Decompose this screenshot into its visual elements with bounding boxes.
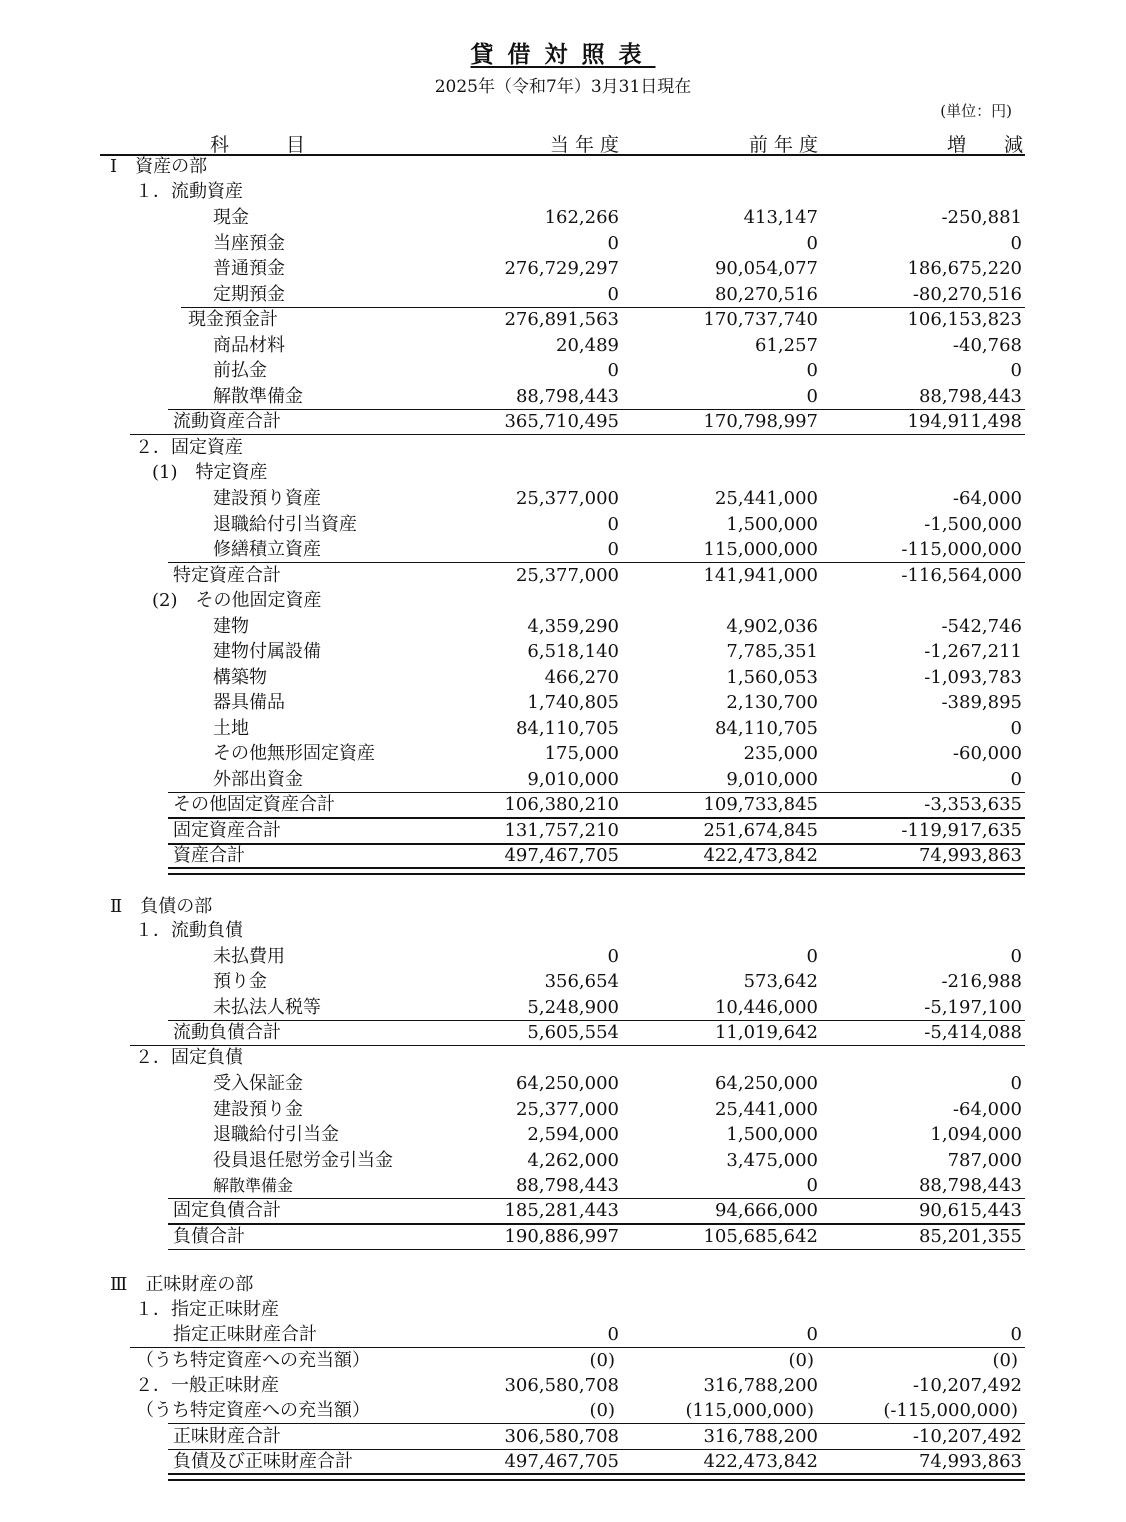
table-row: [0, 1097, 1126, 1122]
previous-amount: 422,473,842: [703, 1451, 818, 1472]
table-row: [0, 1071, 1126, 1096]
diff-amount: -10,207,492: [912, 1426, 1022, 1447]
previous-amount: 64,250,000: [714, 1073, 818, 1094]
double-rule: [168, 867, 1025, 875]
account-label: 預り金: [213, 971, 267, 992]
double-rule: [168, 1473, 1025, 1481]
diff-amount: 0: [1010, 1324, 1022, 1345]
table-row: [0, 639, 1126, 664]
previous-amount: 3,475,000: [726, 1150, 818, 1171]
account-label: 流動負債合計: [173, 1022, 281, 1043]
account-label: 未払法人税等: [213, 997, 321, 1018]
table-row: [0, 1045, 1126, 1070]
previous-amount: 10,446,000: [714, 997, 818, 1018]
account-label: （うち特定資産への充当額）: [136, 1350, 370, 1371]
account-label: １．指定正味財産: [135, 1299, 279, 1320]
current-amount: 175,000: [544, 743, 619, 764]
diff-amount: 88,798,443: [918, 386, 1022, 407]
account-label: 解散準備金: [213, 386, 303, 407]
previous-amount: 170,798,997: [703, 411, 818, 432]
current-amount: 88,798,443: [515, 1175, 619, 1196]
current-amount: 84,110,705: [515, 718, 619, 739]
previous-amount: 141,941,000: [703, 565, 818, 586]
column-header-diff: 増 減: [946, 134, 1023, 156]
table-row: [0, 716, 1126, 741]
current-amount: 5,248,900: [527, 997, 619, 1018]
table-row: [0, 231, 1126, 256]
diff-amount: -80,270,516: [912, 284, 1022, 305]
diff-amount: 186,675,220: [907, 258, 1022, 279]
account-label: 建物付属設備: [213, 641, 321, 662]
current-amount: 365,710,495: [504, 411, 619, 432]
current-amount: 131,757,210: [504, 820, 619, 841]
previous-amount: 0: [806, 360, 818, 381]
diff-amount: 0: [1010, 946, 1022, 967]
diff-amount: -1,500,000: [924, 514, 1022, 535]
current-amount: 466,270: [544, 667, 619, 688]
account-label: 固定資産合計: [173, 820, 281, 841]
table-row: [0, 307, 1126, 332]
current-amount: 25,377,000: [515, 565, 619, 586]
account-label: 器具備品: [213, 692, 285, 713]
table-row: [0, 969, 1126, 994]
previous-amount: 0: [806, 946, 818, 967]
diff-amount: -40,768: [952, 335, 1022, 356]
previous-amount: 316,788,200: [703, 1426, 818, 1447]
table-row: [0, 1424, 1126, 1449]
account-label: 資産合計: [173, 845, 245, 866]
table-row: [0, 460, 1126, 485]
previous-amount: 0: [806, 1324, 818, 1345]
table-row: [0, 818, 1126, 843]
current-amount: 0: [607, 514, 619, 535]
account-label: ２．固定資産: [135, 437, 243, 458]
previous-amount: 0: [806, 233, 818, 254]
previous-amount: 109,733,845: [703, 794, 818, 815]
account-label: （うち特定資産への充当額）: [136, 1400, 370, 1421]
diff-amount: -5,414,088: [924, 1022, 1022, 1043]
report-date: 2025年（令和7年）3月31日現在: [434, 77, 692, 97]
account-label: １．流動負債: [135, 920, 243, 941]
previous-amount: 25,441,000: [714, 1099, 818, 1120]
account-label: (2) その他固定資産: [152, 590, 322, 611]
diff-amount: 0: [1010, 233, 1022, 254]
current-amount: 5,605,554: [527, 1022, 619, 1043]
table-row: [0, 741, 1126, 766]
table-row: [0, 256, 1126, 281]
previous-amount: 90,054,077: [714, 258, 818, 279]
account-label: 普通預金: [213, 258, 285, 279]
account-label: 構築物: [213, 667, 267, 688]
diff-amount: (0): [992, 1350, 1018, 1371]
table-row: [0, 690, 1126, 715]
previous-amount: 84,110,705: [714, 718, 818, 739]
column-header-previous: 前 年 度: [748, 134, 818, 156]
current-amount: 0: [607, 946, 619, 967]
table-row: [0, 1449, 1126, 1474]
table-row: [0, 1122, 1126, 1147]
previous-amount: 0: [806, 386, 818, 407]
account-label: 退職給付引当金: [213, 1124, 339, 1145]
account-label: 固定負債合計: [173, 1200, 281, 1221]
account-label: その他固定資産合計: [173, 794, 335, 815]
diff-amount: 194,911,498: [907, 411, 1022, 432]
diff-amount: -60,000: [952, 743, 1022, 764]
current-amount: 25,377,000: [515, 1099, 619, 1120]
current-amount: 0: [607, 360, 619, 381]
account-label: 外部出資金: [213, 769, 303, 790]
table-row: [0, 767, 1126, 792]
table-row: [0, 384, 1126, 409]
column-header: [100, 129, 1025, 156]
account-label: Ⅰ 資産の部: [110, 156, 208, 177]
table-row: [0, 894, 1126, 919]
current-amount: 106,380,210: [504, 794, 619, 815]
current-amount: 64,250,000: [515, 1073, 619, 1094]
account-label: 商品材料: [213, 335, 285, 356]
previous-amount: (0): [788, 1350, 814, 1371]
table-row: [0, 179, 1126, 204]
account-label: ２．一般正味財産: [135, 1375, 279, 1396]
account-label: Ⅱ 負債の部: [110, 896, 213, 917]
account-label: 現金預金計: [188, 309, 278, 330]
current-amount: 190,886,997: [504, 1226, 619, 1247]
account-label: 負債合計: [173, 1226, 245, 1247]
diff-amount: 1,094,000: [930, 1124, 1022, 1145]
diff-amount: -542,746: [941, 616, 1022, 637]
table-row: [0, 205, 1126, 230]
table-row: [0, 1198, 1126, 1223]
table-row: [0, 486, 1126, 511]
table-row: [0, 1173, 1126, 1198]
current-amount: 497,467,705: [504, 845, 619, 866]
table-row: [0, 1020, 1126, 1045]
current-amount: 9,010,000: [527, 769, 619, 790]
table-row: [0, 588, 1126, 613]
table-row: [0, 1297, 1126, 1322]
table-row: [0, 944, 1126, 969]
previous-amount: 61,257: [755, 335, 818, 356]
diff-amount: -119,917,635: [901, 820, 1022, 841]
account-label: 当座預金: [213, 233, 285, 254]
diff-amount: (-115,000,000): [883, 1400, 1018, 1421]
table-row: [0, 409, 1126, 434]
diff-amount: 74,993,863: [918, 845, 1022, 866]
table-row: [0, 333, 1126, 358]
current-amount: 25,377,000: [515, 488, 619, 509]
current-amount: 6,518,140: [527, 641, 619, 662]
account-label: Ⅲ 正味財産の部: [110, 1274, 254, 1295]
account-label: 正味財産合計: [173, 1426, 281, 1447]
previous-amount: 422,473,842: [703, 845, 818, 866]
previous-amount: 413,147: [743, 207, 818, 228]
current-amount: 0: [607, 284, 619, 305]
previous-amount: 2,130,700: [726, 692, 818, 713]
diff-amount: -250,881: [941, 207, 1022, 228]
current-amount: 497,467,705: [504, 1451, 619, 1472]
previous-amount: 7,785,351: [726, 641, 818, 662]
diff-amount: -3,353,635: [924, 794, 1022, 815]
table-row: [0, 1373, 1126, 1398]
previous-amount: 11,019,642: [714, 1022, 818, 1043]
diff-amount: -1,093,783: [924, 667, 1022, 688]
account-label: 建物: [213, 616, 249, 637]
previous-amount: 4,902,036: [726, 616, 818, 637]
previous-amount: (115,000,000): [685, 1400, 814, 1421]
diff-amount: 74,993,863: [918, 1451, 1022, 1472]
current-amount: 0: [607, 233, 619, 254]
table-row: [0, 1272, 1126, 1297]
current-amount: 1,740,805: [527, 692, 619, 713]
account-label: 前払金: [213, 360, 267, 381]
rule: [168, 1249, 1025, 1250]
column-header-current: 当 年 度: [549, 134, 619, 156]
table-row: [0, 1398, 1126, 1423]
previous-amount: 251,674,845: [703, 820, 818, 841]
diff-amount: -116,564,000: [901, 565, 1022, 586]
account-label: 解散準備金: [213, 1176, 294, 1195]
account-label: 負債及び正味財産合計: [173, 1451, 353, 1472]
previous-amount: 1,500,000: [726, 514, 818, 535]
account-label: 指定正味財産合計: [173, 1324, 317, 1345]
account-label: 建設預り金: [213, 1099, 303, 1120]
diff-amount: 85,201,355: [918, 1226, 1022, 1247]
table-row: [0, 1224, 1126, 1249]
table-row: [0, 537, 1126, 562]
diff-amount: 0: [1010, 1073, 1022, 1094]
table-row: [0, 154, 1126, 179]
account-label: 流動資産合計: [173, 411, 281, 432]
current-amount: 88,798,443: [515, 386, 619, 407]
previous-amount: 9,010,000: [726, 769, 818, 790]
current-amount: 4,262,000: [527, 1150, 619, 1171]
current-amount: 356,654: [544, 971, 619, 992]
current-amount: 185,281,443: [504, 1200, 619, 1221]
previous-amount: 316,788,200: [703, 1375, 818, 1396]
current-amount: 20,489: [556, 335, 619, 356]
account-label: 特定資産合計: [173, 565, 281, 586]
diff-amount: 787,000: [947, 1150, 1022, 1171]
unit-label: (単位：円): [940, 102, 1012, 120]
current-amount: 276,891,563: [504, 309, 619, 330]
diff-amount: 0: [1010, 769, 1022, 790]
diff-amount: -1,267,211: [924, 641, 1022, 662]
current-amount: 276,729,297: [504, 258, 619, 279]
account-label: 退職給付引当資産: [213, 514, 357, 535]
previous-amount: 115,000,000: [703, 539, 818, 560]
table-row: [0, 843, 1126, 868]
previous-amount: 105,685,642: [703, 1226, 818, 1247]
current-amount: 306,580,708: [504, 1375, 619, 1396]
previous-amount: 235,000: [743, 743, 818, 764]
table-row: [0, 512, 1126, 537]
current-amount: (0): [589, 1400, 615, 1421]
table-row: [0, 563, 1126, 588]
table-row: [0, 435, 1126, 460]
table-row: [0, 792, 1126, 817]
table-row: [0, 1322, 1126, 1347]
diff-amount: -10,207,492: [912, 1375, 1022, 1396]
diff-amount: -64,000: [952, 488, 1022, 509]
account-label: 受入保証金: [213, 1073, 303, 1094]
diff-amount: -5,197,100: [924, 997, 1022, 1018]
diff-amount: 90,615,443: [918, 1200, 1022, 1221]
current-amount: 306,580,708: [504, 1426, 619, 1447]
current-amount: 2,594,000: [527, 1124, 619, 1145]
current-amount: 4,359,290: [527, 616, 619, 637]
previous-amount: 170,737,740: [703, 309, 818, 330]
table-row: [0, 918, 1126, 943]
account-label: その他無形固定資産: [213, 743, 375, 764]
table-row: [0, 1348, 1126, 1373]
account-label: 現金: [213, 207, 249, 228]
table-row: [0, 1148, 1126, 1173]
account-label: (1) 特定資産: [152, 462, 268, 483]
current-amount: 0: [607, 539, 619, 560]
page-title: 貸借対照表: [470, 41, 656, 68]
account-label: 未払費用: [213, 946, 285, 967]
diff-amount: 88,798,443: [918, 1175, 1022, 1196]
table-row: [0, 358, 1126, 383]
diff-amount: -389,895: [941, 692, 1022, 713]
column-header-account: 科 目: [210, 134, 306, 156]
table-row: [0, 614, 1126, 639]
account-label: ２．固定負債: [135, 1047, 243, 1068]
table-row: [0, 282, 1126, 307]
previous-amount: 80,270,516: [714, 284, 818, 305]
current-amount: 162,266: [544, 207, 619, 228]
account-label: 建設預り資産: [213, 488, 321, 509]
diff-amount: 0: [1010, 360, 1022, 381]
current-amount: (0): [589, 1350, 615, 1371]
current-amount: 0: [607, 1324, 619, 1345]
account-label: 修繕積立資産: [213, 539, 321, 560]
previous-amount: 1,560,053: [726, 667, 818, 688]
diff-amount: 0: [1010, 718, 1022, 739]
diff-amount: -216,988: [941, 971, 1022, 992]
previous-amount: 573,642: [743, 971, 818, 992]
table-row: [0, 995, 1126, 1020]
diff-amount: -115,000,000: [901, 539, 1022, 560]
previous-amount: 1,500,000: [726, 1124, 818, 1145]
previous-amount: 94,666,000: [714, 1200, 818, 1221]
previous-amount: 0: [806, 1175, 818, 1196]
diff-amount: -64,000: [952, 1099, 1022, 1120]
account-label: 役員退任慰労金引当金: [213, 1150, 393, 1171]
account-label: １．流動資産: [135, 181, 243, 202]
table-row: [0, 665, 1126, 690]
previous-amount: 25,441,000: [714, 488, 818, 509]
account-label: 定期預金: [213, 284, 285, 305]
account-label: 土地: [213, 718, 249, 739]
diff-amount: 106,153,823: [907, 309, 1022, 330]
